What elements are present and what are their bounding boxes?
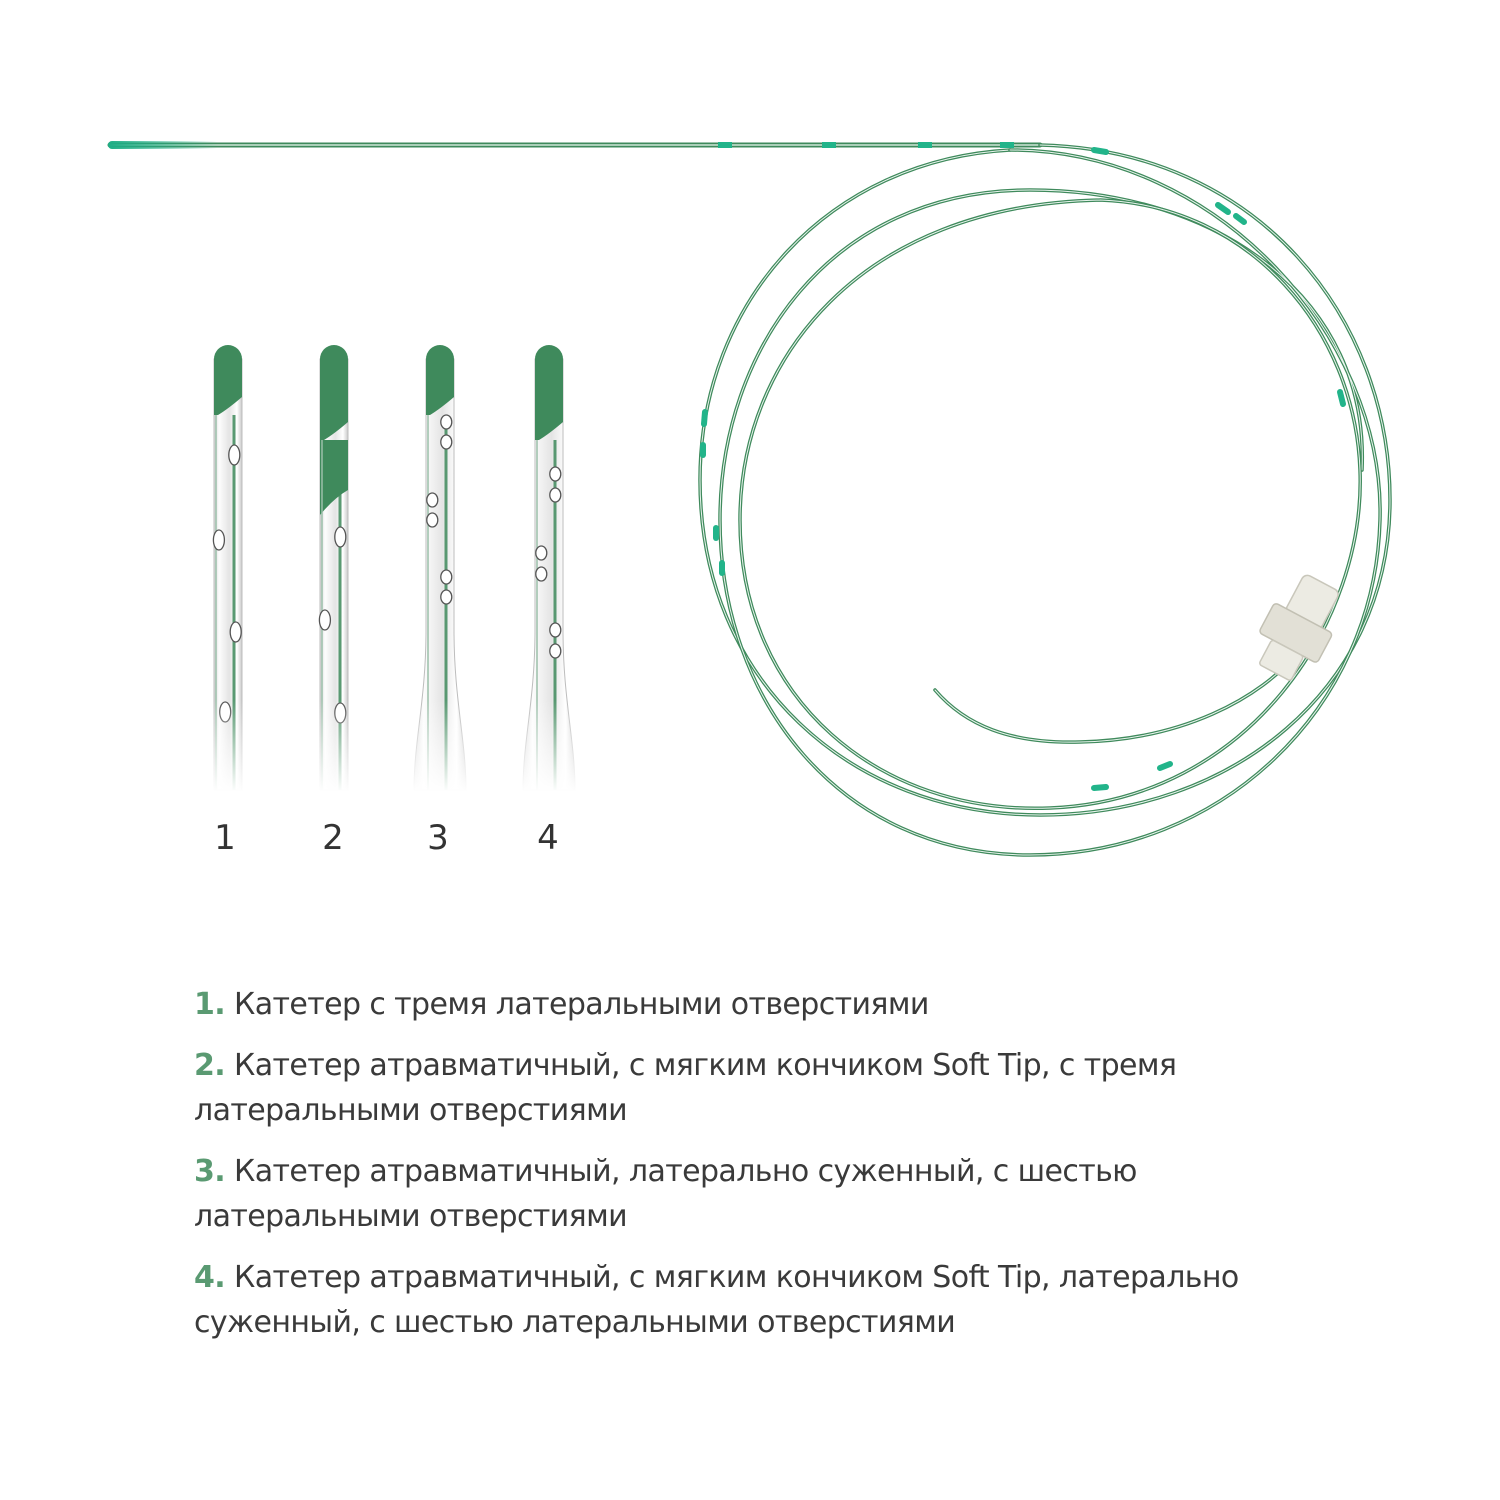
legend-text: Катетер атравматичный, латерально суженный, с шестью латеральными отверстиями xyxy=(194,1154,1137,1234)
tip-number-1: 1 xyxy=(214,818,236,858)
catheter-tip-2 xyxy=(302,345,366,792)
catheter-tip-3 xyxy=(408,345,472,792)
legend-number: 3. xyxy=(194,1154,226,1189)
legend-item-4 xyxy=(194,1255,1324,1345)
coil-depth-markers xyxy=(703,150,1343,788)
side-hole xyxy=(441,435,452,449)
depth-marker xyxy=(1000,142,1014,148)
legend-text: Катетер атравматичный, с мягким кончиком Soft Tip, латерально суженный, с шестью латеральными отверстиями xyxy=(194,1260,1239,1340)
legend-item-1 xyxy=(194,982,1324,1027)
side-hole xyxy=(319,610,330,630)
catheter-tip-4 xyxy=(517,345,581,792)
side-hole xyxy=(427,493,438,507)
legend-item-2 xyxy=(194,1043,1324,1133)
side-hole xyxy=(229,445,240,465)
catheter-tips-group xyxy=(196,345,581,792)
side-hole xyxy=(550,467,561,481)
catheter-tip-1 xyxy=(196,345,260,792)
tip-number-2: 2 xyxy=(322,818,344,858)
catheter-coil xyxy=(700,145,1390,855)
side-hole xyxy=(441,570,452,584)
side-hole xyxy=(441,415,452,429)
legend-text: Катетер с тремя латеральными отверстиями xyxy=(234,987,929,1022)
catheter-tip-marker xyxy=(108,141,218,149)
tip-fade xyxy=(408,700,472,792)
side-hole xyxy=(536,546,547,560)
legend-number: 2. xyxy=(194,1048,226,1083)
legend-text: Катетер атравматичный, с мягким кончиком Soft Tip, с тремя латеральными отверстиями xyxy=(194,1048,1177,1128)
side-hole xyxy=(536,567,547,581)
legend-item-3 xyxy=(194,1149,1324,1239)
tip-fade xyxy=(196,700,260,792)
legend-number: 4. xyxy=(194,1260,226,1295)
tip-number-3: 3 xyxy=(427,818,449,858)
tip-number-4: 4 xyxy=(537,818,559,858)
side-hole xyxy=(213,530,224,550)
side-hole xyxy=(550,644,561,658)
side-hole xyxy=(550,623,561,637)
side-hole xyxy=(230,622,241,642)
side-hole xyxy=(441,590,452,604)
depth-marker xyxy=(918,142,932,148)
legend-number: 1. xyxy=(194,987,226,1022)
legend-list xyxy=(194,982,1324,1361)
side-hole xyxy=(550,488,561,502)
depth-marker xyxy=(718,142,732,148)
tip-fade xyxy=(517,700,581,792)
catheter-straight-segment xyxy=(108,141,1040,149)
depth-marker xyxy=(822,142,836,148)
side-hole xyxy=(427,513,438,527)
side-hole xyxy=(335,527,346,547)
tip-fade xyxy=(302,700,366,792)
